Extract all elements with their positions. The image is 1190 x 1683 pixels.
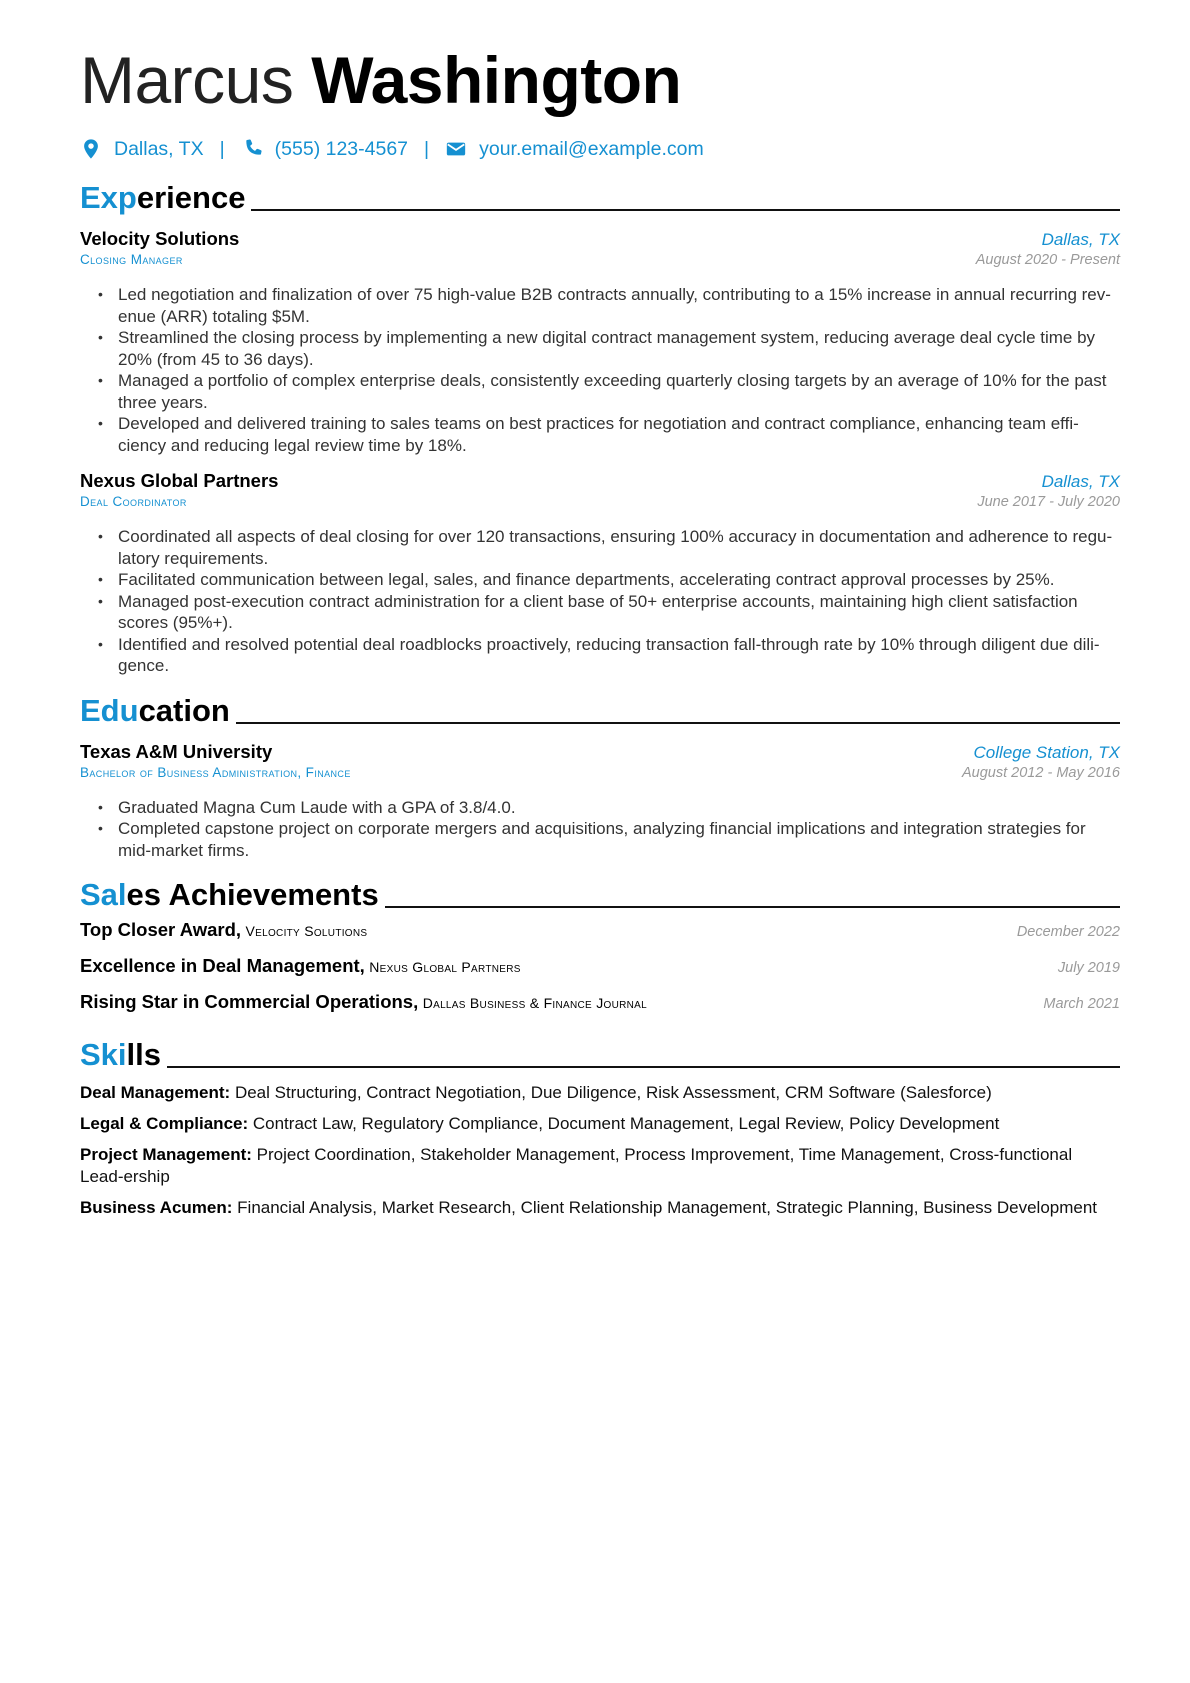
phone-icon [241, 138, 263, 160]
achievement-date: March 2021 [1043, 996, 1120, 1012]
section-title-rest: cation [138, 692, 230, 728]
section-divider [251, 209, 1120, 211]
bullet-list [80, 284, 1120, 456]
job-title: Deal Coordinator [80, 494, 187, 509]
bullet-item: • Graduated Magna Cum Laude with a GPA of 3.8/4.0. [98, 797, 1120, 819]
last-name: Washington [311, 43, 682, 117]
achievement-org: Dallas Business & Finance Journal [422, 995, 647, 1011]
achievement-item: Top Closer Award, Velocity Solutions December 2022 [80, 919, 1120, 940]
email-link[interactable]: your.email@example.com [479, 137, 704, 160]
resume-page [80, 40, 1120, 1219]
achievement-title: Excellence in Deal Management [80, 955, 360, 976]
skill-row [80, 1113, 1120, 1135]
skill-row [80, 1197, 1120, 1219]
entry-location: Dallas, TX [1041, 230, 1120, 249]
skill-values: Contract Law, Regulatory Compliance, Document Management, Legal Review, Policy Development [252, 1114, 1000, 1133]
experience-entry [80, 228, 1120, 456]
bullet-item: • Coordinated all aspects of deal closing for over 120 transactions, ensuring 100% accuracy in documentation and adherence to regu-latory requirements. [98, 526, 1120, 569]
bullet-list [80, 526, 1120, 677]
section-title-rest: lls [126, 1037, 161, 1072]
map-marker-icon [80, 138, 102, 160]
phone-text[interactable]: (555) 123-4567 [274, 137, 409, 160]
company-name: Nexus Global Partners [80, 470, 279, 491]
section-title-experience [80, 180, 245, 216]
section-header-experience [80, 174, 1120, 216]
entry-location: Dallas, TX [1041, 472, 1120, 491]
section-title-achievements [80, 877, 379, 913]
contact-location [80, 138, 204, 161]
school-name: Texas A&M University [80, 740, 273, 762]
section-title-accent: Sal [80, 877, 127, 912]
contact-separator: | [219, 137, 225, 160]
skill-category: Project Management: [80, 1145, 252, 1164]
section-title-accent: Ski [80, 1037, 127, 1072]
achievement-date: July 2019 [1057, 960, 1120, 976]
skill-row [80, 1144, 1120, 1188]
skill-category: Legal & Compliance: [80, 1114, 249, 1133]
bullet-item: • Identified and resolved potential deal roadblocks proactively, reducing transaction fall-through rate by 10% through diligent due dili-gence. [98, 634, 1120, 677]
bullet-item: • Facilitated communication between legal, sales, and finance departments, accelerating contract approval processes by 25%. [98, 569, 1120, 591]
skill-row [80, 1082, 1120, 1104]
section-title-accent: Edu [80, 692, 139, 728]
section-title-skills [80, 1037, 161, 1073]
skill-values: Financial Analysis, Market Research, Client Relationship Management, Strategic Planning, Business Development [237, 1198, 1098, 1217]
bullet-item: • Developed and delivered training to sales teams on best practices for negotiation and contract compliance, enhancing team effi-ciency and reducing legal review time by 18%. [98, 413, 1120, 456]
section-header-skills [80, 1031, 1120, 1073]
contact-line [80, 134, 1120, 164]
section-title-accent: Exp [80, 180, 137, 215]
entry-location: College Station, TX [973, 742, 1120, 762]
achievement-item: Rising Star in Commercial Operations, Dallas Business & Finance Journal March 2021 [80, 991, 1120, 1012]
bullet-item: • Managed a portfolio of complex enterprise deals, consistently exceeding quarterly closing targets by an average of 10% for the past three years. [98, 370, 1120, 413]
skills-list [80, 1082, 1120, 1219]
achievement-org: Nexus Global Partners [369, 959, 521, 975]
section-header-achievements [80, 871, 1120, 913]
achievements-list [80, 919, 1120, 1027]
skill-category: Business Acumen: [80, 1198, 233, 1217]
entry-dates: August 2020 - Present [975, 252, 1120, 268]
achievement-item: Excellence in Deal Management, Nexus Global Partners July 2019 [80, 955, 1120, 976]
education-entry [80, 741, 1120, 862]
entry-dates: June 2017 - July 2020 [977, 494, 1120, 510]
achievement-title: Top Closer Award [80, 919, 236, 940]
bullet-item: • Streamlined the closing process by implementing a new digital contract management system, reducing average deal cycle time by 20% (from 45 to 36 days). [98, 327, 1120, 370]
entry-dates: August 2012 - May 2016 [962, 764, 1120, 781]
skill-values: Project Coordination, Stakeholder Management, Process Improvement, Time Management, Cross-functional Lead-ership [80, 1145, 1073, 1186]
company-name: Velocity Solutions [80, 228, 240, 249]
contact-separator: | [424, 137, 430, 160]
candidate-name [80, 40, 1120, 120]
envelope-icon [445, 138, 467, 160]
bullet-item: • Led negotiation and finalization of over 75 high-value B2B contracts annually, contributing to a 15% increase in annual recurring rev-enue (ARR) totaling $5M. [98, 284, 1120, 327]
skill-category: Deal Management: [80, 1083, 231, 1102]
achievement-date: December 2022 [1016, 924, 1120, 940]
section-divider [236, 722, 1120, 724]
achievement-title: Rising Star in Commercial Operations [80, 991, 414, 1012]
section-title-education [80, 693, 230, 729]
section-divider [167, 1066, 1120, 1068]
contact-email[interactable] [445, 138, 704, 161]
experience-entry [80, 470, 1120, 677]
section-header-education [80, 687, 1120, 729]
location-text: Dallas, TX [114, 137, 204, 160]
section-title-rest: erience [136, 180, 246, 215]
bullet-item: • Completed capstone project on corporate mergers and acquisitions, analyzing financial implications and integration strategies for mid-market firms. [98, 818, 1120, 861]
skill-values: Deal Structuring, Contract Negotiation, Due Diligence, Risk Assessment, CRM Software (Salesforce) [234, 1083, 992, 1102]
job-title: Closing Manager [80, 252, 183, 267]
degree: Bachelor of Business Administration, Finance [80, 764, 351, 780]
first-name: Marcus [80, 43, 294, 117]
section-divider [385, 906, 1120, 908]
bullet-item: • Managed post-execution contract administration for a client base of 50+ enterprise accounts, maintaining high client satisfaction scores (95%+). [98, 591, 1120, 634]
contact-phone[interactable] [241, 138, 408, 161]
achievement-org: Velocity Solutions [245, 923, 368, 939]
section-title-rest: es Achievements [126, 877, 379, 912]
bullet-list [80, 797, 1120, 862]
